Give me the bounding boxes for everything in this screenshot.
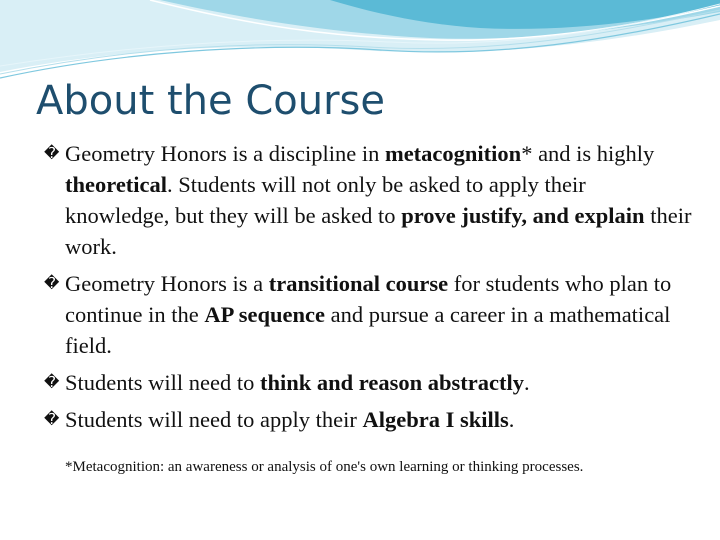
bullet-item [44,404,694,435]
bold-run: prove justify, and explain [401,203,645,228]
text-run: * and is highly [521,141,655,166]
bullet-list [44,138,694,441]
bold-run: Algebra I skills [362,407,509,432]
bullet-text [65,271,671,358]
text-run: . [508,407,515,432]
bold-run: AP sequence [204,302,325,327]
bullet-text [65,370,530,395]
text-run: their work. [65,203,692,259]
bullet-glyph-icon: � [44,274,60,292]
text-run: Students will need to apply their [65,407,363,432]
bold-run: think and reason abstractly [260,370,525,395]
bullet-glyph-icon: � [44,410,60,428]
bullet-item [44,138,694,262]
bullet-glyph-icon: � [44,144,60,162]
bullet-item [44,268,694,361]
text-run: Students will need to [65,370,260,395]
footnote: *Metacognition: an awareness or analysis of one's own learning or thinking processes. [65,459,584,475]
bullet-text [65,407,514,432]
bold-run: transitional course [268,271,449,296]
bullet-text [65,141,691,259]
bold-run: theoretical [65,172,168,197]
text-run: . [524,370,530,395]
bold-run: metacognition [384,141,522,166]
bullet-item [44,367,694,398]
text-run: . Students will not only be asked to apply their knowledge, but they will be asked to [65,172,586,228]
slide-title: About the Course [36,78,385,124]
text-run: Geometry Honors is a [65,271,269,296]
text-run: Geometry Honors is a discipline in [65,141,385,166]
bullet-glyph-icon: � [44,373,60,391]
text-run: and pursue a career in a mathematical field. [65,302,671,358]
text-run: for students who plan to continue in the [65,271,672,327]
